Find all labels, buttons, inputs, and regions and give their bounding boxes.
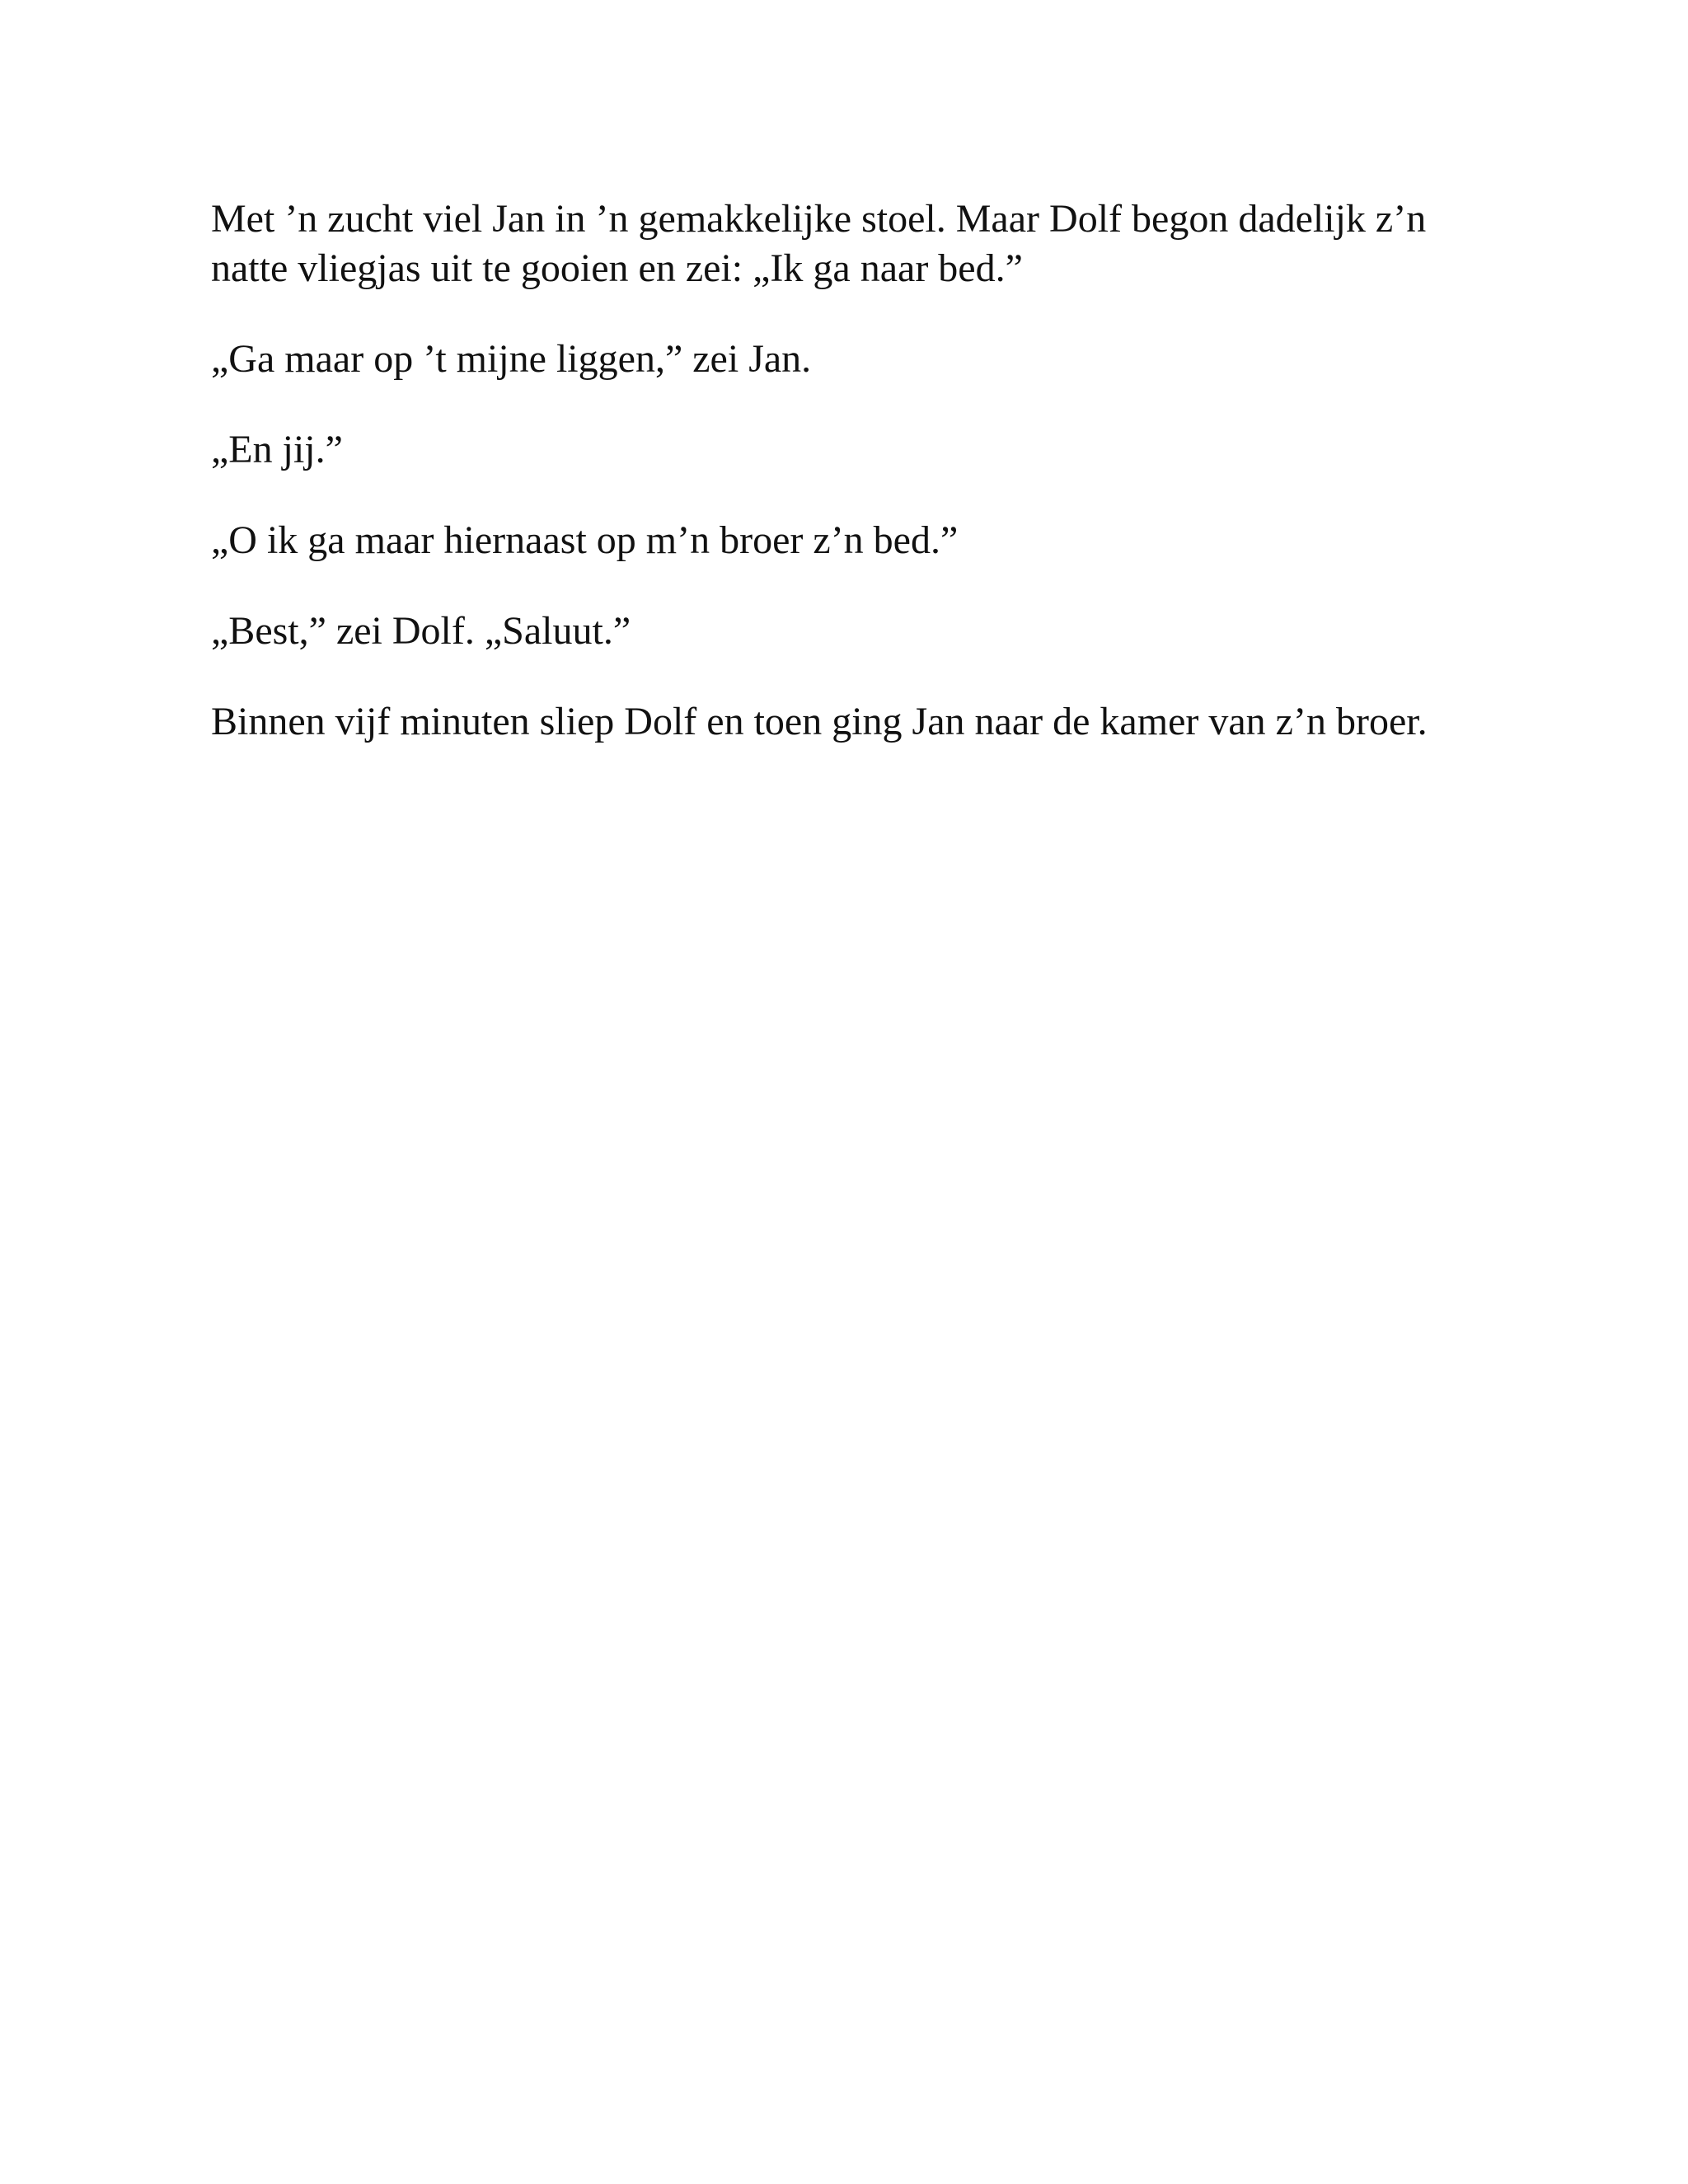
paragraph-6: Binnen vijf minuten sliep Dolf en toen ging Jan naar de kamer van z’n broer. [211,700,1428,743]
paragraph-3: „En jij.” [211,428,343,471]
document-body [211,194,1497,788]
paragraph-1: Met ’n zucht viel Jan in ’n gemakkelijke stoel. Maar Dolf begon dadelijk z’n natte vliegjas uit te gooien en zei: „Ik ga naar bed.” [211,197,1427,290]
paragraph-2: „Ga maar op ’t mijne liggen,” zei Jan. [211,337,812,381]
paragraph-5: „Best,” zei Dolf. „Saluut.” [211,609,631,653]
paragraph-4: „O ik ga maar hiernaast op m’n broer z’n bed.” [211,518,959,562]
